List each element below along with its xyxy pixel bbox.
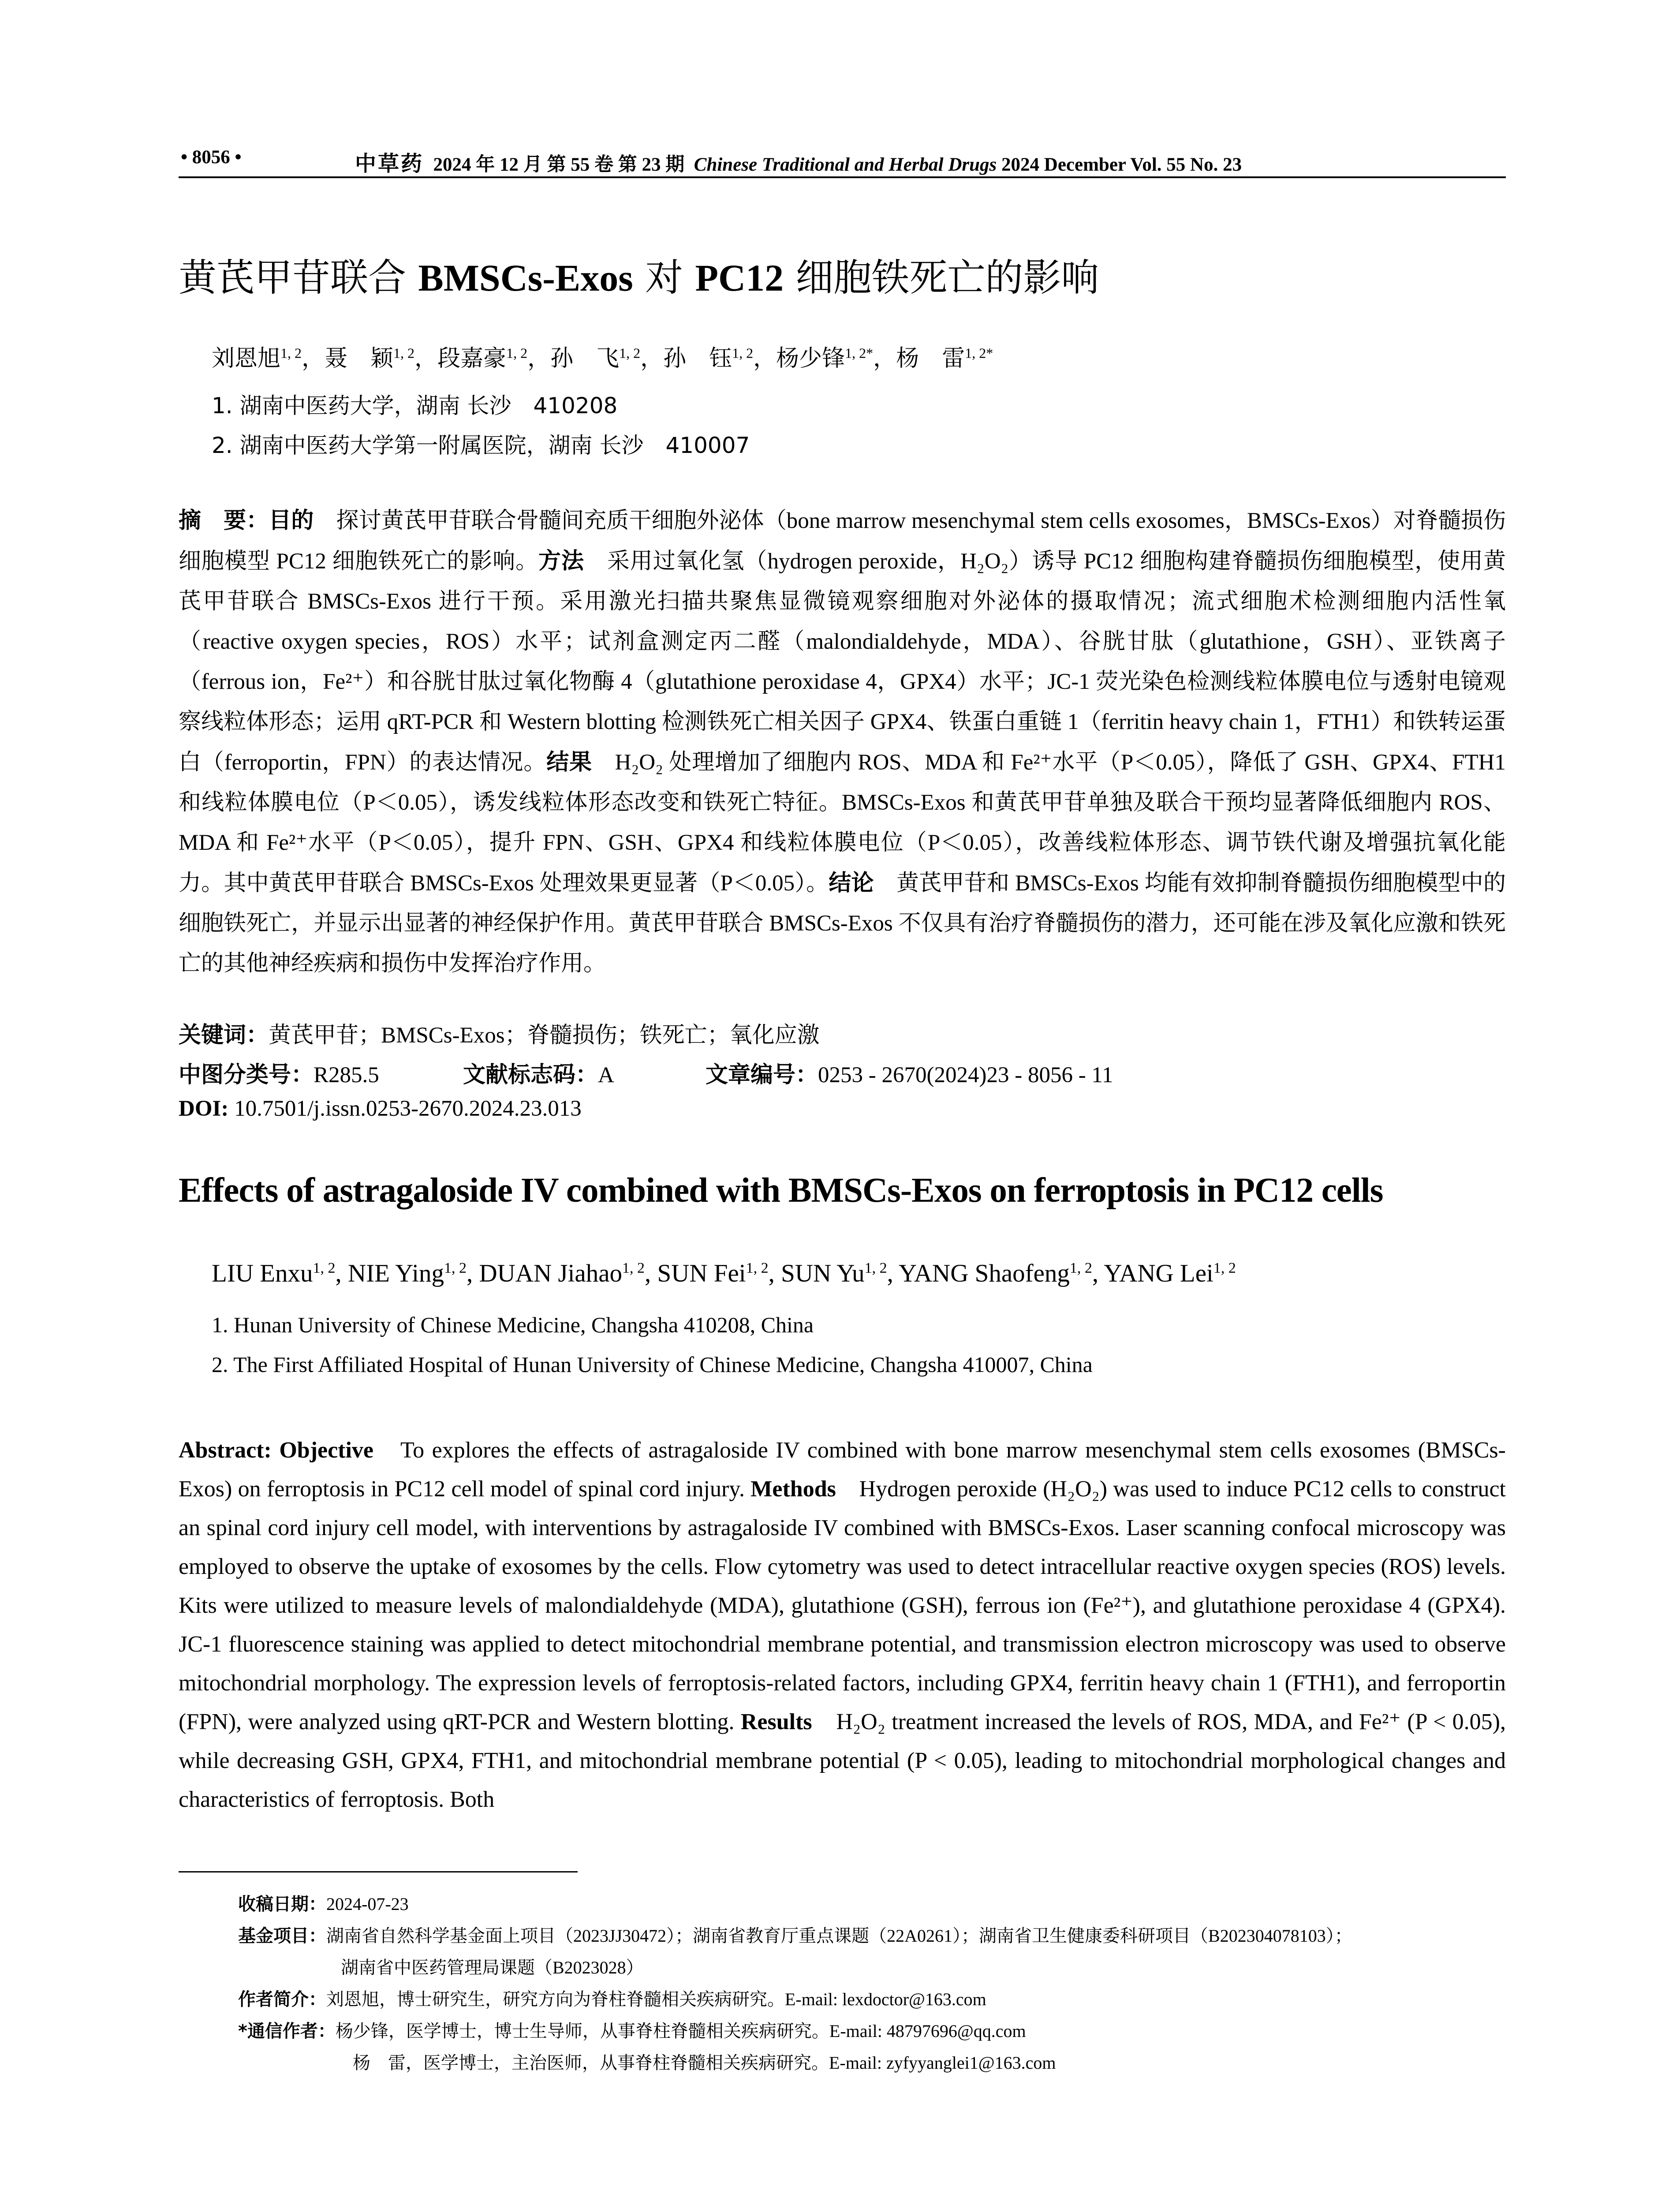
issue-zh: 2024 年 12 月 第 55 卷 第 23 期 [433, 154, 685, 175]
received-date: 收稿日期：2024-07-23 [238, 1894, 409, 1914]
results-label-en: Results [740, 1709, 812, 1734]
footnote-rule [179, 1871, 578, 1872]
header-rule [179, 176, 1506, 178]
results-label-zh: 结果 [546, 749, 592, 775]
author-zh: 聂 颖 [325, 345, 394, 372]
abstract-label-zh: 摘 要： [179, 508, 269, 534]
doi: DOI: 10.7501/j.issn.0253-2670.2024.23.013 [179, 1096, 582, 1121]
methods-label-zh: 方法 [538, 548, 584, 574]
fund-continued: 湖南省中医药管理局课题（B2023028） [341, 1958, 644, 1977]
author-zh: 杨少锋 [776, 345, 845, 372]
author-zh: 孙 钰 [663, 345, 732, 372]
abstract-en: Abstract: Objective To explores the effects of astragaloside IV combined with bone marrow mesenchymal stem cells exosomes (BMSCs-Exos) on ferroptosis in PC12 cell model of spinal cord injury. Methods Hydrogen peroxide (H₂O₂) was used to induce PC12 cells to construct an spinal cord injury cell model, with interventions by astragaloside IV combined with BMSCs-Exos. Laser scanning confocal microscopy was employed to observe the uptake of exosomes by the cells. Flow cytometry was used to detect intracellular reactive oxygen species (ROS) levels. Kits were utilized to measure levels of malondialdehyde (MDA), glutathione (GSH), ferrous ion (Fe²⁺), and glutathione peroxidase 4 (GPX4). JC-1 fluorescence staining was applied to detect mitochondrial membrane potential, and transmission electron microscopy was used to observe mitochondrial morphology. The expression levels of ferroptosis-related factors, including GPX4, ferritin heavy chain 1 (FTH1), and ferroportin (FPN), were analyzed using qRT-PCR and Western blotting. Results H₂O₂ treatment increased the levels of ROS, MDA, and Fe²⁺ (P < 0.05), while decreasing GSH, GPX4, FTH1, and mitochondrial membrane potential (P < 0.05), leading to mitochondrial morphological changes and characteristics of ferroptosis. Both [179, 1438, 1506, 1812]
running-header [181, 146, 1504, 176]
article-number: 文章编号：0253 - 2670(2024)23 - 8056 - 11 [706, 1062, 1113, 1088]
methods-label-en: Methods [750, 1476, 836, 1502]
keywords-zh: 关键词：黄芪甲苷；BMSCs-Exos；脊髓损伤；铁死亡；氧化应激 [179, 1022, 820, 1048]
clc: 中图分类号：R285.5 [179, 1062, 379, 1088]
objective-label-zh: 目的 [269, 508, 314, 534]
title-zh: 黄芪甲苷联合 BMSCs-Exos 对 PC12 细胞铁死亡的影响 [179, 256, 1099, 300]
abstract-label-en: Abstract: Objective [179, 1438, 374, 1463]
abstract-zh: 摘 要：目的 探讨黄芪甲苷联合骨髓间充质干细胞外泌体（bone marrow mesenchymal stem cells exosomes，BMSCs-Exos）对脊髓损伤细胞模型 PC12 细胞铁死亡的影响。方法 采用过氧化氢（hydrogen peroxide，H₂O₂）诱导 PC12 细胞构建脊髓损伤细胞模型，使用黄芪甲苷联合 BMSCs-Exos 进行干预。采用激光扫描共聚焦显微镜观察细胞对外泌体的摄取情况；流式细胞术检测细胞内活性氧（reactive oxygen species，ROS）水平；试剂盒测定丙二醛（malondialdehyde，MDA）、谷胱甘肽（glutathione，GSH）、亚铁离子（ferrous ion，Fe²⁺）和谷胱甘肽过氧化物酶 4（glutathione peroxidase 4，GPX4）水平；JC-1 荧光染色检测线粒体膜电位与透射电镜观察线粒体形态；运用 qRT-PCR 和 Western blotting 检测铁死亡相关因子 GPX4、铁蛋白重链 1（ferritin heavy chain 1，FTH1）和铁转运蛋白（ferroportin，FPN）的表达情况。结果 H₂O₂ 处理增加了细胞内 ROS、MDA 和 Fe²⁺水平（P＜0.05），降低了 GSH、GPX4、FTH1 和线粒体膜电位（P＜0.05），诱发线粒体形态改变和铁死亡特征。BMSCs-Exos 和黄芪甲苷单独及联合干预均显著降低细胞内 ROS、MDA 和 Fe²⁺水平（P＜0.05），提升 FPN、GSH、GPX4 和线粒体膜电位（P＜0.05），改善线粒体形态、调节铁代谢及增强抗氧化能力。其中黄芪甲苷联合 BMSCs-Exos 处理效果更显著（P＜0.05）。结论 黄芪甲苷和 BMSCs-Exos 均能有效抑制脊髓损伤细胞模型中的细胞铁死亡，并显示出显著的神经保护作用。黄芪甲苷联合 BMSCs-Exos 不仅具有治疗脊髓损伤的潜力，还可能在涉及氧化应激和铁死亡的其他神经疾病和损伤中发挥治疗作用。 [179, 508, 1506, 976]
journal-info [355, 146, 1242, 177]
conclusion-label-zh: 结论 [829, 870, 874, 896]
author-zh: 段嘉豪 [437, 345, 507, 372]
journal-name-en: Chinese Traditional and Herbal Drugs [694, 154, 997, 175]
title-en: Effects of astragaloside IV combined with BMSCs-Exos on ferroptosis in PC12 cells [179, 1171, 1383, 1210]
document-code: 文献标志码：A [463, 1062, 614, 1088]
affiliation-en-2: 2. The First Affiliated Hospital of Hunan University of Chinese Medicine, Changsha 410007, China [212, 1352, 1093, 1377]
authors-zh: 刘恩旭$^{1, 2}$，聂 颖$^{1, 2}$，段嘉豪$^{1, 2}$，孙 飞$^{1, 2}$，孙 钰$^{1, 2}$，杨少锋$^{1, 2*}$，杨 雷$^{1, 2*}$ [212, 345, 993, 372]
fund: 基金项目：湖南省自然科学基金面上项目（2023JJ30472）；湖南省教育厅重点课题（22A0261）；湖南省卫生健康委科研项目（B202304078103）； [238, 1926, 1352, 1946]
authors-en: LIU Enxu$^{1, 2}$, NIE Ying$^{1, 2}$, DUAN Jiahao$^{1, 2}$, SUN Fei$^{1, 2}$, SUN Yu$^{1, 2}$, YANG Shaofeng$^{1, 2}$, YANG Lei$^{1, 2}$ [212, 1259, 1236, 1287]
issue-en: 2024 December Vol. 55 No. 23 [1001, 154, 1242, 175]
affiliation-zh-2: 2. 湖南中医药大学第一附属医院，湖南 长沙 410007 [212, 433, 750, 458]
author-zh: 孙 飞 [550, 345, 620, 372]
page-number: • 8056 • [181, 147, 242, 168]
journal-name-zh: 中草药 [355, 151, 424, 176]
author-zh: 刘恩旭 [212, 345, 281, 372]
corresponding-author-2: 杨 雷，医学博士，主治医师，从事脊柱脊髓相关疾病研究。E-mail: zyfyyanglei1@163.com [353, 2053, 1056, 2073]
corresponding-author-1: *通信作者：杨少锋，医学博士，博士生导师，从事脊柱脊髓相关疾病研究。E-mail: 48797696@qq.com [238, 2021, 1026, 2041]
affiliation-en-1: 1. Hunan University of Chinese Medicine, Changsha 410208, China [212, 1312, 814, 1337]
author-bio: 作者简介：刘恩旭，博士研究生，研究方向为脊柱脊髓相关疾病研究。E-mail: lexdoctor@163.com [238, 1989, 986, 2010]
author-zh: 杨 雷 [896, 345, 965, 372]
affiliation-zh-1: 1. 湖南中医药大学，湖南 长沙 410208 [212, 393, 618, 419]
